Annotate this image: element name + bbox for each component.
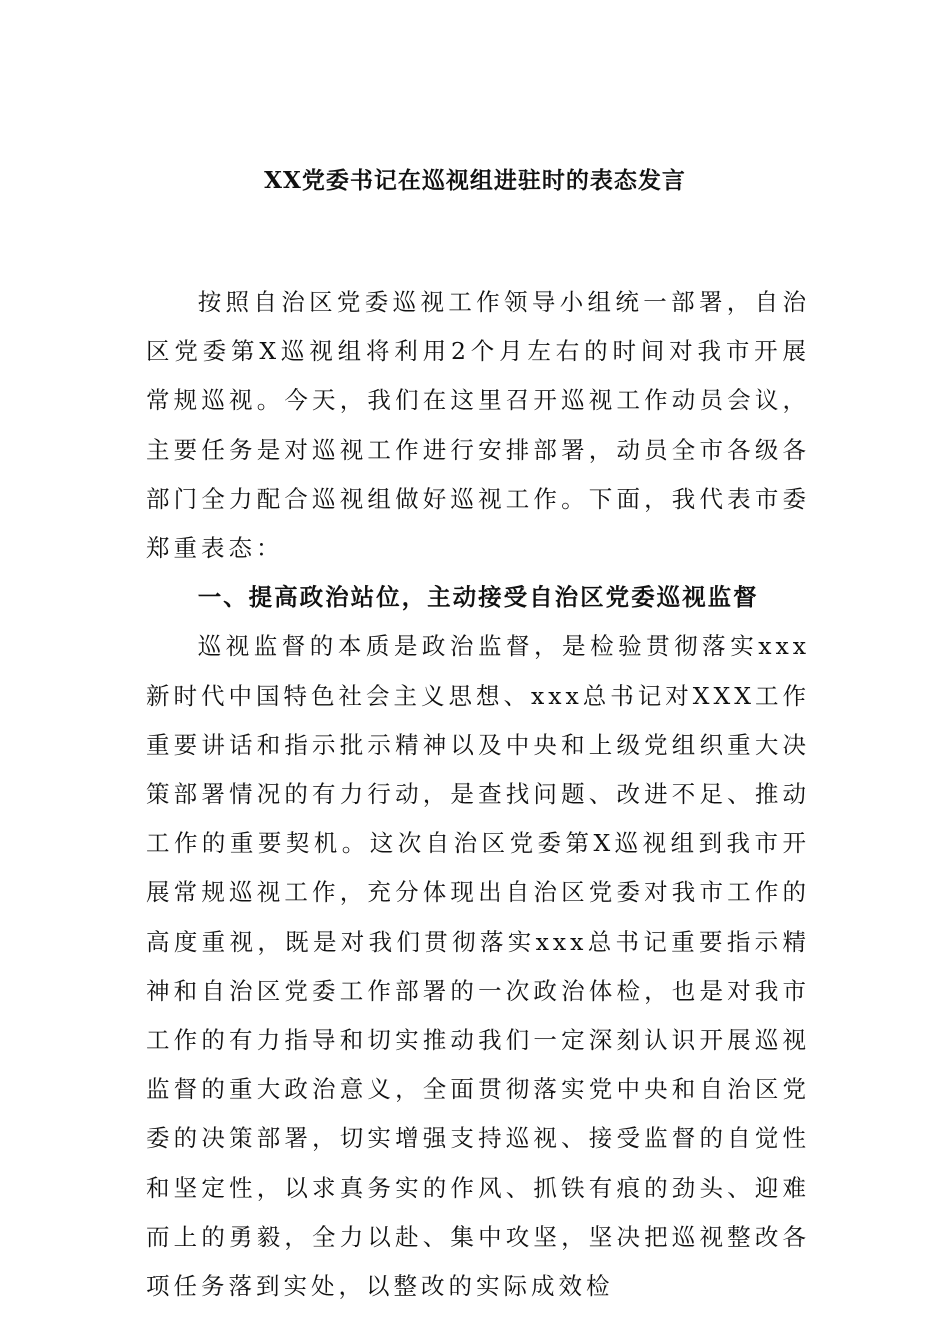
document-title: XX党委书记在巡视组进驻时的表态发言	[264, 167, 686, 194]
document-body	[146, 278, 810, 1311]
section-1-paragraph: 巡视监督的本质是政治监督，是检验贯彻落实xxx新时代中国特色社会主义思想、xxx总书记对XXX工作重要讲话和指示批示精神以及中央和上级党组织重大决策部署情况的有力行动，是查找问题、改进不足、推动工作的重要契机。这次自治区党委第X巡视组到我市开展常规巡视工作，充分体现出自治区党委对我市工作的高度重视，既是对我们贯彻落实xxx总书记重要指示精神和自治区党委工作部署的一次政治体检，也是对我市工作的有力指导和切实推动我们一定深刻认识开展巡视监督的重大政治意义，全面贯彻落实党中央和自治区党委的决策部署，切实增强支持巡视、接受监督的自觉性和坚定性，以求真务实的作风、抓铁有痕的劲头、迎难而上的勇毅，全力以赴、集中攻坚，坚决把巡视整改各项任务落到实处，以整改的实际成效检	[146, 632, 810, 1301]
section-heading-1: 一、提高政治站位，主动接受自治区党委巡视监督	[197, 583, 759, 612]
intro-paragraph: 按照自治区党委巡视工作领导小组统一部署，自治区党委第X巡视组将利用2个月左右的时间对我市开展常规巡视。今天，我们在这里召开巡视工作动员会议，主要任务是对巡视工作进行安排部署，动员全市各级各部门全力配合巡视组做好巡视工作。下面，我代表市委郑重表态：	[146, 288, 810, 563]
